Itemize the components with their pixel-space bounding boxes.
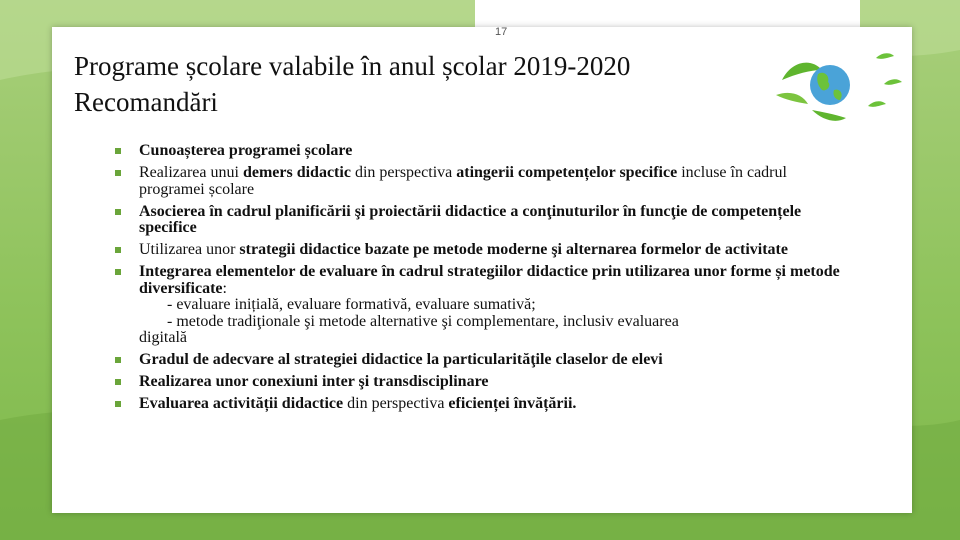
list-item-text: din perspectiva: [343, 395, 449, 412]
square-bullet-icon: [115, 269, 121, 275]
slide-title-line2: Recomandări: [74, 87, 218, 117]
list-item-text: atingerii competențelor specifice: [456, 164, 678, 181]
list-item-text: Realizarea unui: [139, 164, 243, 181]
list-item-text: incluse în cadrul programei școlare: [139, 164, 787, 198]
list-item-text: Integrarea elementelor de evaluare în cadrul strategiilor didactice prin utilizarea unor forme și metode diversificate: [139, 263, 840, 297]
square-bullet-icon: [115, 379, 121, 385]
square-bullet-icon: [115, 247, 121, 253]
list-item: [115, 143, 855, 160]
square-bullet-icon: [115, 170, 121, 176]
list-item: [115, 165, 855, 198]
list-item: [115, 264, 855, 347]
list-item-text: Gradul de adecvare al strategiei didactice la particularităţile claselor de elevi: [139, 351, 663, 368]
list-item-text: Asocierea în cadrul planificării şi proiectării didactice a conţinuturilor în funcţie de competențele specifice: [139, 202, 802, 236]
list-item: [115, 352, 855, 369]
list-item-text: Utilizarea unor: [139, 241, 240, 258]
list-item-text: demers didactic: [242, 164, 351, 181]
slide-title-line1: Programe școlare valabile în anul școlar 2019-2020: [74, 51, 631, 81]
square-bullet-icon: [115, 401, 121, 407]
list-item-text: eficienței învățării.: [448, 395, 577, 412]
list-item: [115, 374, 855, 391]
square-bullet-icon: [115, 357, 121, 363]
recommendations-list: [115, 143, 855, 418]
globe-leaves-icon: [772, 40, 922, 130]
list-item-text: Cunoașterea programei școlare: [139, 142, 353, 159]
square-bullet-icon: [115, 209, 121, 215]
list-item: [115, 204, 855, 237]
slide-title: [74, 48, 630, 120]
sub-item-tail: digitală: [139, 329, 187, 346]
list-item-text: din perspectiva: [350, 164, 457, 181]
list-item-text: Evaluarea activității didactice: [139, 395, 344, 412]
list-item-text: :: [222, 279, 227, 297]
sub-item-text: - metode tradiţionale şi metode alternative şi complementare, inclusiv evaluarea: [167, 312, 679, 330]
list-item-text: strategii didactice bazate pe metode moderne şi alternarea formelor de activitate: [239, 241, 788, 258]
list-item-text: Realizarea unor conexiuni inter şi transdisciplinare: [139, 373, 489, 390]
list-item: [115, 242, 855, 259]
square-bullet-icon: [115, 148, 121, 154]
slide-number: 17: [495, 26, 508, 38]
list-item: [115, 396, 855, 413]
sub-item-text: - evaluare inițială, evaluare formativă, evaluare sumativă;: [167, 296, 536, 313]
